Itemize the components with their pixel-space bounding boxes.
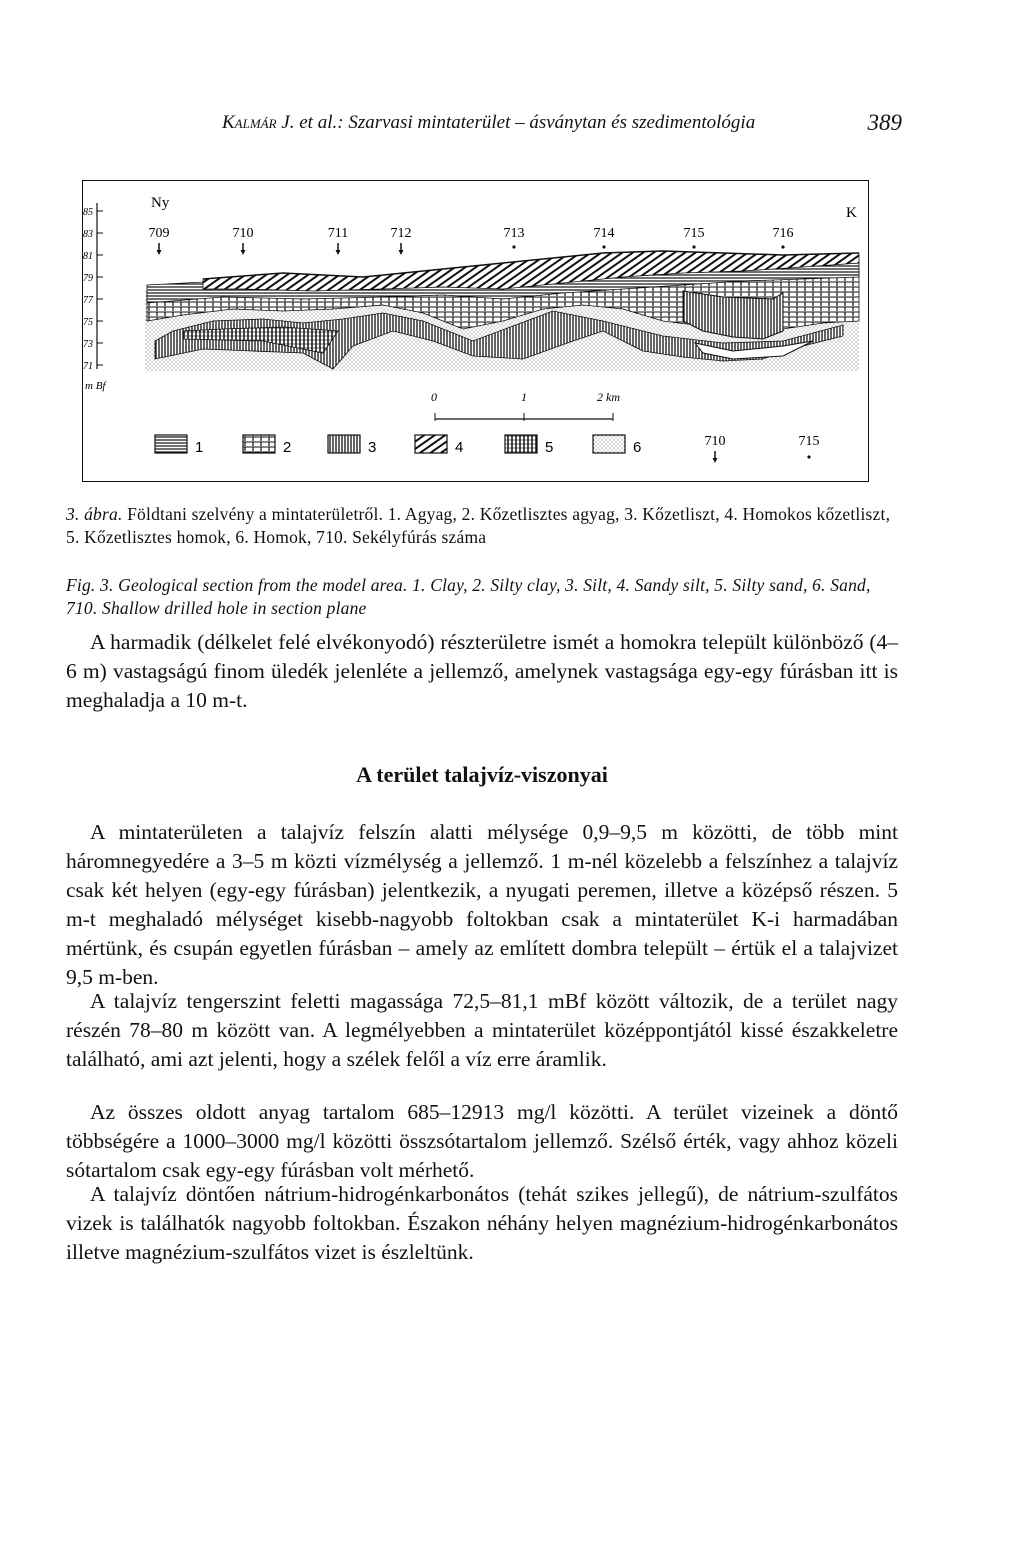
paragraph-3: A talajvíz tengerszint feletti magassága 72,5–81,1 mBf között változik, de a terület nagy részén 78–80 m között van. A legmélyebben a mintaterület középpontjától kissé északkeletre található, ami azt jelenti, hogy a szélek felől a víz erre áramlik. — [66, 989, 898, 1071]
legend-number-3: 3 — [368, 439, 377, 456]
borehole-markers — [149, 226, 794, 255]
borehole-label-716: 716 — [772, 226, 794, 241]
scale-tick-2: 2 km — [597, 390, 620, 404]
legend-projected-dot — [807, 455, 810, 458]
elevation-tick-label: 71 — [83, 361, 93, 372]
elevation-tick-label: 83 — [83, 229, 93, 240]
elevation-tick-label: 73 — [83, 339, 93, 350]
borehole-projected-dot — [692, 245, 695, 248]
elevation-tick-label: 81 — [83, 251, 93, 262]
caption-hungarian — [66, 503, 906, 549]
borehole-arrow-head — [399, 250, 404, 255]
borehole-projected-dot — [781, 245, 784, 248]
caption-hu-label: 3. ábra. — [66, 504, 123, 524]
legend-swatch-clay — [155, 435, 187, 453]
caption-hu-text: Földtani szelvény a mintaterületről. 1. Agyag, 2. Kőzetlisztes agyag, 3. Kőzetliszt, 4. Homokos kőzetliszt, 5. Kőzetlisztes homok, 6. Homok, 710. Sekélyfúrás száma — [66, 504, 891, 547]
legend-swatch-silty-sand — [505, 435, 537, 453]
geological-section-figure — [82, 180, 869, 482]
elevation-tick-label: 75 — [83, 317, 93, 328]
running-title — [222, 112, 755, 134]
borehole-label-715: 715 — [683, 226, 705, 241]
borehole-label-710: 710 — [232, 226, 254, 241]
caption-english: Fig. 3. Geological section from the model area. 1. Clay, 2. Silty clay, 3. Silt, 4. Sandy silt, 5. Silty sand, 6. Sand, 710. Shallow drilled hole in section plane — [66, 575, 871, 618]
legend-number-4: 4 — [455, 439, 464, 456]
legend-number-5: 5 — [545, 439, 554, 456]
legend-symbol-label-715: 715 — [798, 434, 820, 449]
running-header — [222, 112, 902, 142]
legend-borehole-symbols — [705, 434, 820, 463]
elevation-tick-label: 85 — [83, 207, 93, 218]
paragraph-5: A talajvíz döntően nátrium-hidrogénkarbonátos (tehát szikes jellegű), de nátrium-szulfátos vizek is találhatók nagyobb foltokban. Északon néhány helyen magnézium-hidrogénkarbonátos illetve magnézium-szulfátos vizet is észleltünk. — [66, 1182, 898, 1264]
elevation-tick-label: 77 — [83, 295, 93, 306]
legend-swatch-silt — [328, 435, 360, 453]
borehole-label-713: 713 — [503, 226, 525, 241]
scale-tick-0: 0 — [431, 390, 437, 404]
legend-number-6: 6 — [633, 439, 642, 456]
legend-swatch-sand — [593, 435, 625, 453]
borehole-label-714: 714 — [593, 226, 615, 241]
elevation-axis — [83, 203, 107, 392]
section-heading: A terület talajvíz-viszonyai — [356, 762, 608, 787]
direction-east-label: K — [846, 205, 857, 221]
paragraph-1: A harmadik (délkelet felé elvékonyodó) részterületre ismét a homokra települt különböző (4–6 m) vastagságú finom üledék jelenléte a jellemző, amelynek vastagsága egy-egy fúrásban itt is meghaladja a 10 m-t. — [66, 630, 898, 712]
legend-number-1: 1 — [195, 439, 204, 456]
borehole-projected-dot — [602, 245, 605, 248]
elevation-tick-label: 79 — [83, 273, 93, 284]
borehole-label-709: 709 — [148, 226, 170, 241]
borehole-arrow-head — [157, 250, 162, 255]
header-author: Kalmár J. — [222, 112, 295, 133]
strata — [145, 251, 859, 371]
borehole-projected-dot — [512, 245, 515, 248]
legend-symbol-label-710: 710 — [704, 434, 726, 449]
paragraph-4: Az összes oldott anyag tartalom 685–12913 mg/l közötti. A terület vizeinek a döntő többségére a 1000–3000 mg/l közötti összsótartalom jellemző. Szélső érték, vagy ahhoz közeli sótartalom csak egy-egy fúrásban volt mérhető. — [66, 1100, 898, 1182]
legend-swatch-silty-clay — [243, 435, 275, 453]
legend-swatch-sandy-silt — [415, 435, 447, 453]
header-etal: et al.: — [299, 112, 344, 133]
figure-legend — [155, 435, 641, 456]
header-title: Szarvasi mintaterület – ásványtan és szedimentológia — [348, 112, 756, 133]
paragraph-2: A mintaterületen a talajvíz felszín alatti mélysége 0,9–9,5 m közötti, de több mint háromnegyedére a 3–5 m közti vízmélység a jellemző. 1 m-nél közelebb a felszínhez a talajvíz csak két helyen (egy-egy fúrásban) jelentkezik, a nyugati peremen, illetve a középső részen. 5 m-t meghaladó mélységet kisebb-nagyobb foltokban csak a mintaterület K-i harmadában mértünk, és csupán egyetlen fúrásban – amely az említett dombra települt – értük el a talajvizet 9,5 m-ben. — [66, 820, 898, 989]
section-svg — [83, 181, 870, 483]
borehole-arrow-head — [241, 250, 246, 255]
scale-tick-1: 1 — [521, 390, 527, 404]
page-number: 389 — [867, 110, 902, 135]
direction-west-label: Ny — [151, 195, 170, 211]
legend-drilled-arrow-head — [713, 458, 718, 463]
legend-number-2: 2 — [283, 439, 292, 456]
borehole-label-712: 712 — [390, 226, 412, 241]
scale-bar — [431, 390, 620, 421]
elevation-unit-label: m Bf — [85, 380, 106, 392]
borehole-label-711: 711 — [327, 226, 349, 241]
borehole-arrow-head — [336, 250, 341, 255]
